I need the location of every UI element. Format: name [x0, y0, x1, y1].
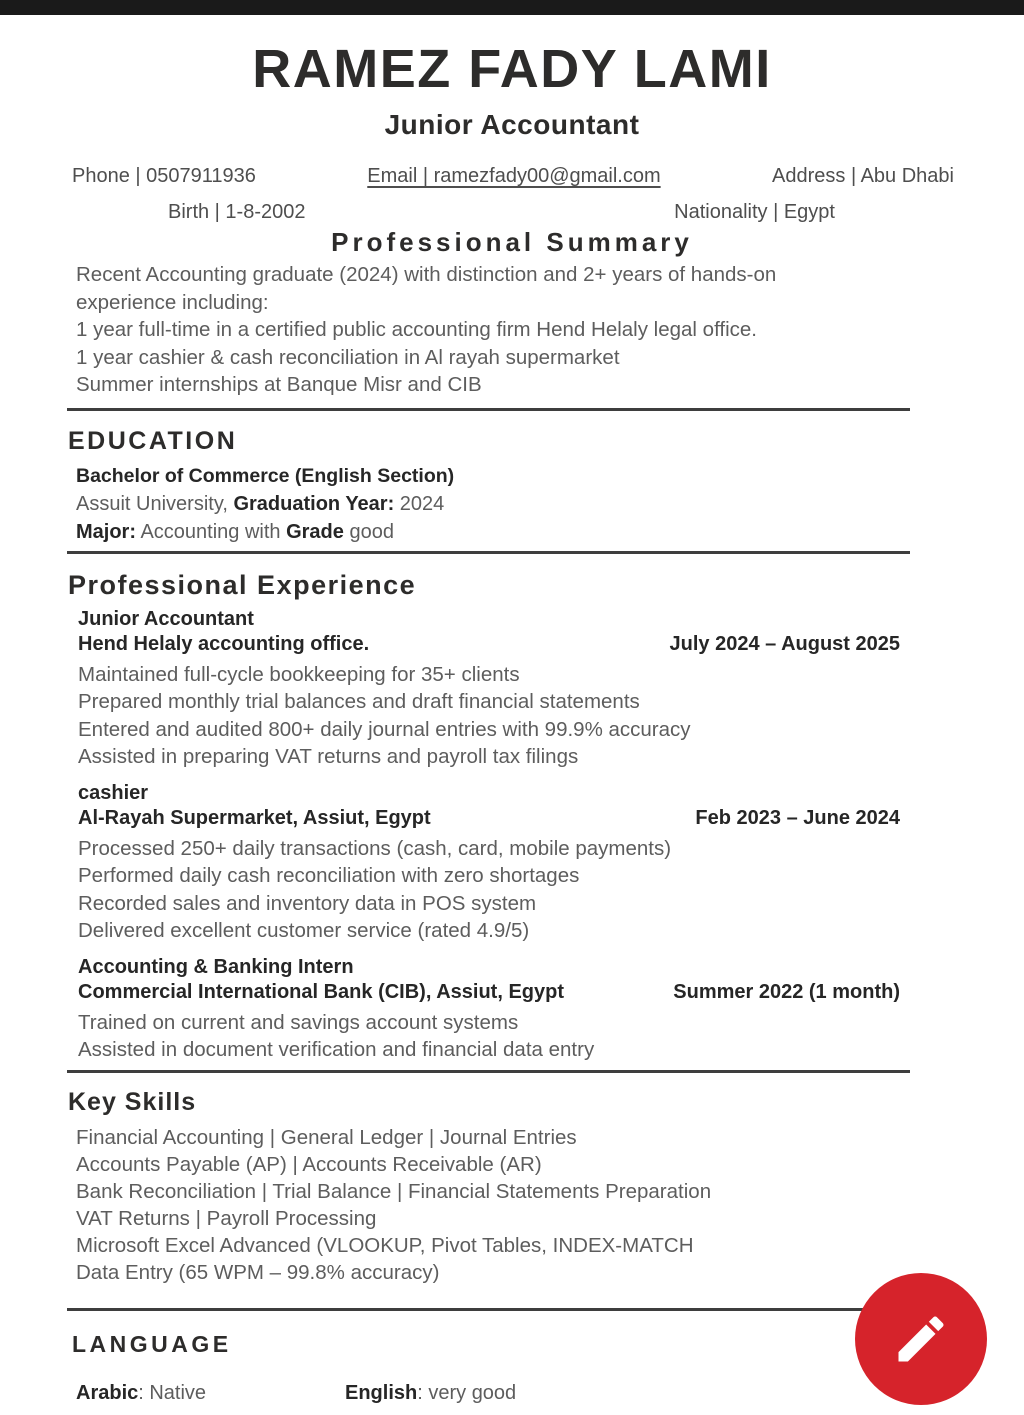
contact-row-2	[0, 199, 1024, 225]
education-degree: Bachelor of Commerce (English Section)	[76, 464, 455, 487]
grade-label: Grade	[286, 520, 344, 543]
contact-birth: Birth | 1-8-2002	[168, 201, 306, 223]
page-title: RAMEZ FADY LAMI	[252, 39, 772, 99]
job-bullet: Recorded sales and inventory data in POS system	[78, 891, 537, 915]
experience-heading: Professional Experience	[68, 569, 417, 600]
summary-line: Recent Accounting graduate (2024) with distinction and 2+ years of hands-on	[76, 263, 777, 286]
job-title-subtitle: Junior Accountant	[384, 109, 640, 140]
skill-line: Financial Accounting | General Ledger | Journal Entries	[76, 1125, 577, 1149]
education-section	[0, 463, 1024, 545]
job-bullet: Prepared monthly trial balances and draft financial statements	[78, 690, 640, 713]
job-company: Al-Rayah Supermarket, Assiut, Egypt	[78, 806, 431, 829]
job-entry	[0, 955, 1024, 1064]
contact-row-1	[0, 163, 1024, 189]
summary-line: Summer internships at Banque Misr and CIB	[76, 373, 482, 396]
job-company-row	[0, 632, 1024, 657]
job-title: Junior Accountant	[78, 607, 254, 630]
job-bullet: Assisted in preparing VAT returns and payroll tax filings	[78, 745, 579, 768]
summary-heading: Professional Summary	[331, 227, 693, 257]
job-bullet: Trained on current and savings account systems	[78, 1010, 519, 1034]
language-level: : Native	[138, 1381, 207, 1404]
skill-line: VAT Returns | Payroll Processing	[76, 1206, 377, 1230]
job-company-row	[0, 980, 1024, 1005]
skills-section	[0, 1124, 1024, 1286]
skill-line: Data Entry (65 WPM – 99.8% accuracy)	[76, 1260, 440, 1284]
job-entry	[0, 607, 1024, 771]
edit-fab-button[interactable]	[855, 1273, 987, 1405]
skill-line: Bank Reconciliation | Trial Balance | Financial Statements Preparation	[76, 1179, 712, 1203]
language-item-english	[345, 1381, 516, 1406]
job-title: Accounting & Banking Intern	[78, 955, 354, 978]
summary-line: 1 year full-time in a certified public accounting firm Hend Helaly legal office.	[76, 318, 758, 341]
language-label: Arabic	[76, 1381, 139, 1404]
contact-phone: Phone | 0507911936	[72, 165, 256, 187]
pencil-icon	[891, 1309, 951, 1369]
major-value: Accounting with	[136, 520, 287, 543]
graduation-year-label: Graduation Year:	[233, 492, 395, 515]
graduation-year-value: 2024	[394, 492, 445, 515]
section-divider	[67, 551, 910, 554]
job-bullets	[0, 1009, 1024, 1064]
contact-email-link[interactable]: Email | ramezfady00@gmail.com	[367, 165, 661, 187]
job-dates: Feb 2023 – June 2024	[695, 806, 900, 829]
job-bullet: Delivered excellent customer service (rated 4.9/5)	[78, 919, 530, 942]
skill-line: Microsoft Excel Advanced (VLOOKUP, Pivot Tables, INDEX-MATCH	[76, 1233, 694, 1257]
job-title: cashier	[78, 781, 149, 804]
job-bullet: Performed daily cash reconciliation with zero shortages	[78, 864, 580, 887]
section-divider	[67, 1070, 910, 1073]
language-heading: LANGUAGE	[72, 1330, 232, 1357]
language-label: English	[345, 1381, 418, 1404]
job-dates: July 2024 – August 2025	[669, 632, 900, 655]
language-section	[0, 1381, 1024, 1406]
university-name: Assuit University,	[76, 492, 234, 515]
job-bullets	[0, 835, 1024, 945]
contact-nationality: Nationality | Egypt	[674, 201, 835, 223]
skill-line: Accounts Payable (AP) | Accounts Receivable (AR)	[76, 1152, 542, 1176]
skills-heading: Key Skills	[68, 1087, 197, 1116]
job-bullet: Assisted in document verification and financial data entry	[78, 1038, 595, 1061]
job-bullet: Entered and audited 800+ daily journal entries with 99.9% accuracy	[78, 717, 691, 741]
job-bullet: Maintained full-cycle bookkeeping for 35+ clients	[78, 662, 520, 686]
job-dates: Summer 2022 (1 month)	[673, 980, 900, 1003]
job-bullets	[0, 661, 1024, 771]
job-entry	[0, 781, 1024, 945]
section-divider	[67, 408, 910, 411]
top-bar	[0, 0, 1024, 15]
job-company: Commercial International Bank (CIB), Assiut, Egypt	[78, 980, 565, 1003]
language-item-arabic	[76, 1381, 345, 1406]
summary-line: experience including:	[76, 290, 269, 314]
job-company: Hend Helaly accounting office.	[78, 632, 370, 655]
education-university-line	[76, 491, 1024, 517]
summary-line: 1 year cashier & cash reconciliation in Al rayah supermarket	[76, 345, 620, 369]
language-level: : very good	[417, 1381, 517, 1404]
education-heading: EDUCATION	[68, 426, 238, 455]
section-divider	[67, 1308, 910, 1311]
education-major-line	[76, 519, 1024, 545]
major-label: Major:	[76, 520, 136, 543]
job-bullet: Processed 250+ daily transactions (cash, card, mobile payments)	[78, 836, 672, 860]
summary-section	[0, 261, 1024, 399]
job-company-row	[0, 806, 1024, 831]
grade-value: good	[343, 520, 394, 543]
contact-address: Address | Abu Dhabi	[772, 165, 954, 187]
